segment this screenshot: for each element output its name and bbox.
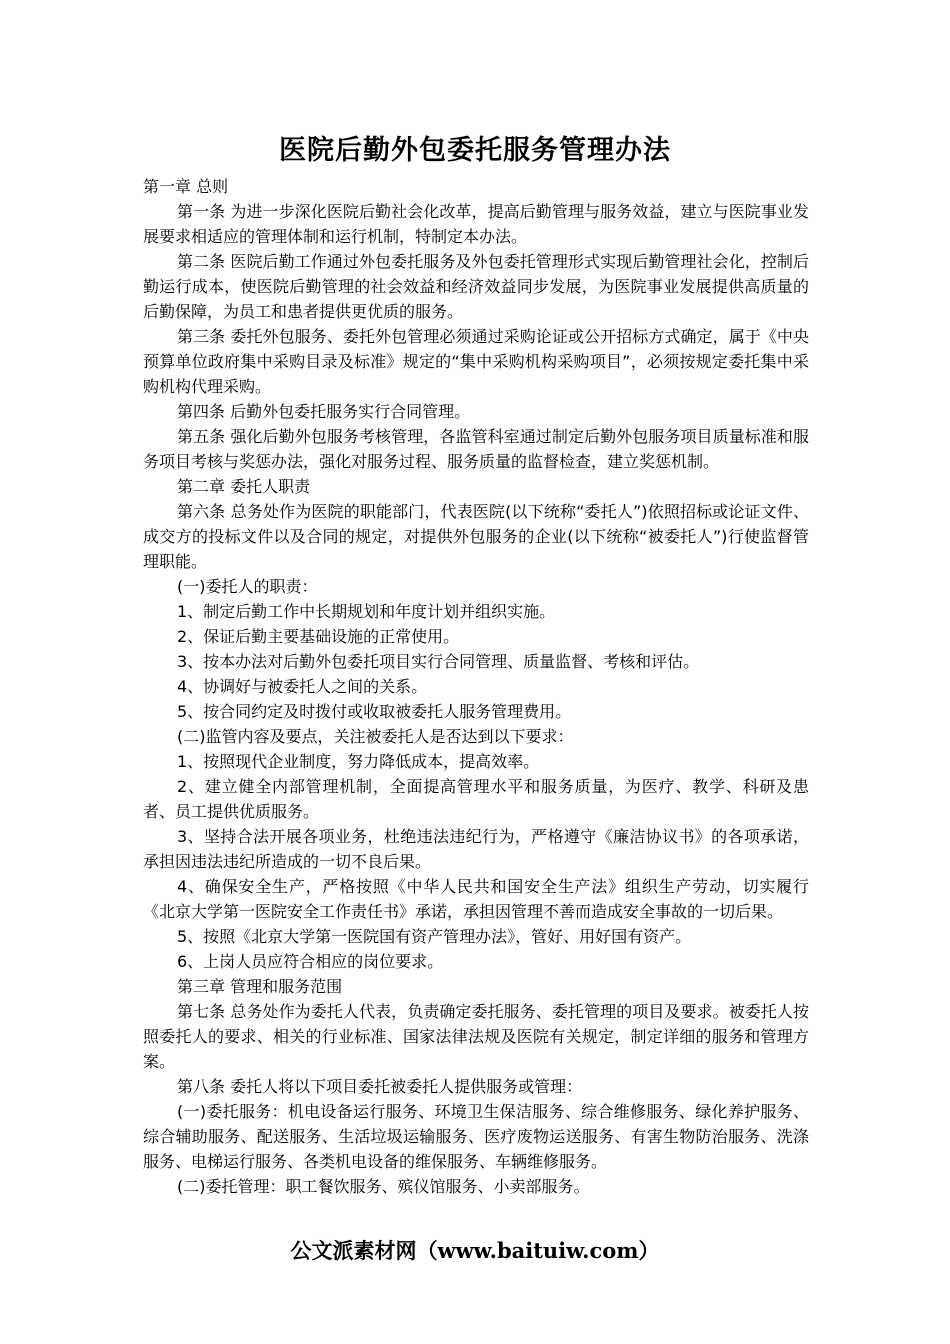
paragraph: 5、按照《北京大学第一医院国有资产管理办法》，管好、用好国有资产。 [177, 927, 692, 946]
paragraph: 第七条 总务处作为委托人代表，负责确定委托服务、委托管理的项目及要求。被委托人按照委托人的要求、相关的行业标准、国家法律法规及医院有关规定，制定详细的服务和管理方案。 [143, 1002, 809, 1071]
paragraph: 第三章 管理和服务范围 [177, 977, 343, 996]
paragraph: (二)委托管理：职工餐饮服务、殡仪馆服务、小卖部服务。 [177, 1177, 590, 1196]
paragraph: 第二条 医院后勤工作通过外包委托服务及外包委托管理形式实现后勤管理社会化，控制后勤运行成本，使医院后勤管理的社会效益和经济效益同步发展，为医院事业发展提供高质量的后勤保障，为员工和患者提供更优质的服务。 [143, 252, 809, 321]
paragraph: 第六条 总务处作为医院的职能部门，代表医院(以下统称“委托人”)依照招标或论证文件、成交方的投标文件以及合同的规定，对提供外包服务的企业(以下统称“被委托人”)行使监督管理职能。 [143, 502, 809, 571]
paragraph: (一)委托服务：机电设备运行服务、环境卫生保洁服务、综合维修服务、绿化养护服务、综合辅助服务、配送服务、生活垃圾运输服务、医疗废物运送服务、有害生物防治服务、洗涤服务、电梯运行服务、各类机电设备的维保服务、车辆维修服务。 [143, 1102, 809, 1171]
paragraph: 6、上岗人员应符合相应的岗位要求。 [177, 952, 444, 971]
paragraph: 第五条 强化后勤外包服务考核管理，各监管科室通过制定后勤外包服务项目质量标准和服务项目考核与奖惩办法，强化对服务过程、服务质量的监督检查，建立奖惩机制。 [143, 427, 809, 471]
paragraph: (二)监管内容及要点，关注被委托人是否达到以下要求： [177, 727, 574, 746]
paragraph: 3、坚持合法开展各项业务，杜绝违法违纪行为，严格遵守《廉洁协议书》的各项承诺，承担因违法违纪所造成的一切不良后果。 [143, 827, 809, 871]
paragraph: 第四条 后勤外包委托服务实行合同管理。 [177, 402, 471, 421]
paragraph: 第一章 总则 [143, 177, 229, 196]
document-body [143, 174, 809, 1199]
paragraph: 第一条 为进一步深化医院后勤社会化改革，提高后勤管理与服务效益，建立与医院事业发展要求相适应的管理体制和运行机制，特制定本办法。 [143, 202, 809, 246]
paragraph: 第三条 委托外包服务、委托外包管理必须通过采购论证或公开招标方式确定，属于《中央预算单位政府集中采购目录及标准》规定的“集中采购机构采购项目”，必须按规定委托集中采购机构代理采购。 [143, 327, 809, 396]
paragraph: 1、制定后勤工作中长期规划和年度计划并组织实施。 [177, 602, 556, 621]
paragraph: 2、保证后勤主要基础设施的正常使用。 [177, 627, 460, 646]
paragraph: 5、按合同约定及时拨付或收取被委托人服务管理费用。 [177, 702, 572, 721]
paragraph: 1、按照现代企业制度，努力降低成本，提高效率。 [177, 752, 540, 771]
paragraph: 第八条 委托人将以下项目委托被委托人提供服务或管理： [177, 1077, 583, 1096]
paragraph: 3、按本办法对后勤外包委托项目实行合同管理、质量监督、考核和评估。 [177, 652, 700, 671]
document-title: 医院后勤外包委托服务管理办法 [279, 135, 671, 166]
paragraph: (一)委托人的职责： [177, 577, 318, 596]
paragraph: 4、确保安全生产，严格按照《中华人民共和国安全生产法》组织生产劳动，切实履行《北京大学第一医院安全工作责任书》承诺，承担因管理不善而造成安全事故的一切后果。 [143, 877, 809, 921]
paragraph: 4、协调好与被委托人之间的关系。 [177, 677, 428, 696]
paragraph: 2、建立健全内部管理机制，全面提高管理水平和服务质量，为医疗、教学、科研及患者、员工提供优质服务。 [143, 777, 809, 821]
footer-watermark: 公文派素材网（www.baituiw.com） [290, 1238, 660, 1263]
paragraph: 第二章 委托人职责 [177, 477, 311, 496]
